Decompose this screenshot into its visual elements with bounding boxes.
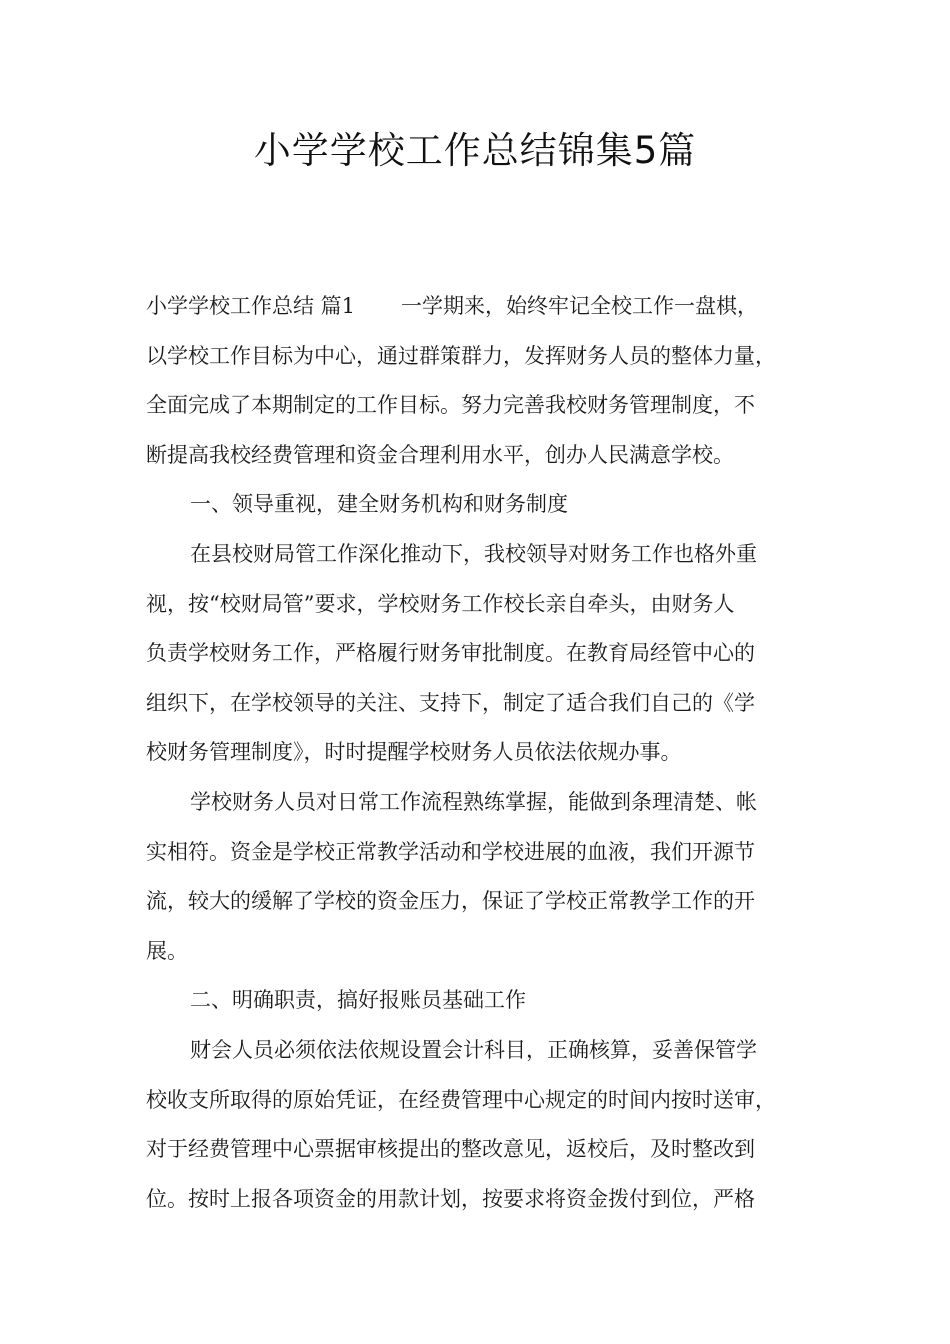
text-line xyxy=(146,927,822,977)
text-line-content: 学校财务人员对日常工作流程熟练掌握，能做到条理清楚、帐 xyxy=(190,789,757,814)
text-line-content: 校收支所取得的原始凭证，在经费管理中心规定的时间内按时送审， xyxy=(146,1087,776,1112)
text-line xyxy=(146,728,822,778)
text-line-content: 一、领导重视，建全财务机构和财务制度 xyxy=(190,492,568,517)
text-line xyxy=(146,1076,822,1126)
text-line xyxy=(146,381,822,431)
text-line-content: 负责学校财务工作，严格履行财务审批制度。在教育局经管中心的 xyxy=(146,641,755,666)
text-line-content: 校财务管理制度》，时时提醒学校财务人员依法依规办事。 xyxy=(146,740,682,765)
text-line xyxy=(146,480,822,530)
text-line-content: 财会人员必须依法依规设置会计科目，正确核算，妥善保管学 xyxy=(190,1037,757,1062)
text-line-content: 流，较大的缓解了学校的资金压力，保证了学校正常教学工作的开 xyxy=(146,889,755,914)
text-line xyxy=(146,877,822,927)
text-line xyxy=(146,332,822,382)
text-line-continuation: 一学期来，始终牢记全校工作一盘棋， xyxy=(401,294,759,318)
document-title: 小学学校工作总结锦集5篇 xyxy=(253,129,697,172)
text-line xyxy=(146,431,822,481)
text-line-content: 展。 xyxy=(146,938,188,963)
text-line xyxy=(146,828,822,878)
text-line-content: 全面完成了本期制定的工作目标。努力完善我校财务管理制度，不 xyxy=(146,393,755,418)
text-line xyxy=(146,629,822,679)
text-line xyxy=(146,1175,822,1225)
text-line-content: 以学校工作目标为中心，通过群策群力，发挥财务人员的整体力量， xyxy=(146,343,776,368)
text-line xyxy=(146,580,822,630)
text-line-content: 断提高我校经费管理和资金合理利用水平，创办人民满意学校。 xyxy=(146,442,734,467)
text-line-content: 组织下，在学校领导的关注、支持下，制定了适合我们自己的《学 xyxy=(146,690,755,715)
text-line xyxy=(146,778,822,828)
text-line-content: 位。按时上报各项资金的用款计划，按要求将资金拨付到位，严格 xyxy=(146,1186,755,1211)
text-line xyxy=(146,530,822,580)
text-line-content: 视，按“校财局管”要求，学校财务工作校长亲自牵头，由财务人 xyxy=(146,591,735,616)
text-line xyxy=(146,1125,822,1175)
text-line xyxy=(146,1026,822,1076)
text-line-content: 实相符。资金是学校正常教学活动和学校进展的血液，我们开源节 xyxy=(146,839,755,864)
text-line xyxy=(146,679,822,729)
text-line xyxy=(146,976,822,1026)
text-line-content: 小学学校工作总结 篇1 xyxy=(146,294,356,318)
text-line xyxy=(146,282,822,332)
text-line-content: 对于经费管理中心票据审核提出的整改意见，返校后，及时整改到 xyxy=(146,1137,755,1162)
document-body xyxy=(146,282,822,1224)
text-line-content: 在县校财局管工作深化推动下，我校领导对财务工作也格外重 xyxy=(190,541,757,566)
text-line-content: 二、明确职责，搞好报账员基础工作 xyxy=(190,988,526,1013)
